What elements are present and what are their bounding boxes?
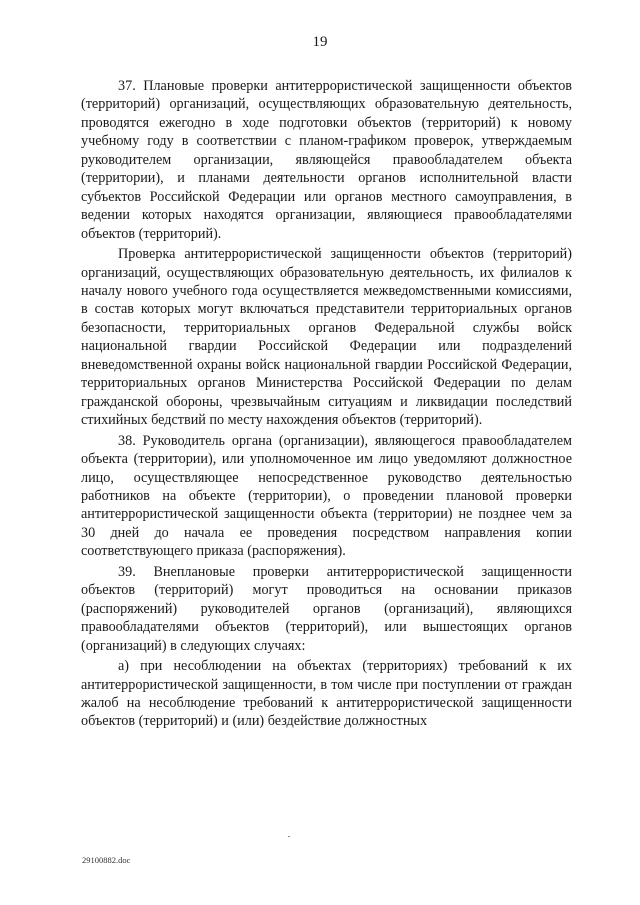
document-body xyxy=(81,77,572,731)
paragraph-38: 38. Руководитель органа (организации), являющегося правообладателем объекта (территории), или уполномоченное им лицо уведомляют должностное лицо, осуществляющее непосредственное руководство деятельностью работников на объекте (территории), о проведении плановой проверки антитеррористической защищенности объекта (территории) не позднее чем за 30 дней до начала ее проведения посредством направления копии соответствующего приказа (распоряжения). xyxy=(81,432,572,560)
scan-artifact-dot xyxy=(288,836,290,837)
paragraph-39: 39. Внеплановые проверки антитеррористической защищенности объектов (территорий) могут проводиться на основании приказов (распоряжений) руководителей органов (организаций), являющихся правообладателями объектов (территорий), или вышестоящих органов (организаций) в следующих случаях: xyxy=(81,563,572,654)
paragraph-37-inspection: Проверка антитеррористической защищенности объектов (территорий) организаций, осуществляющих образовательную деятельность, их филиалов к началу нового учебного года осуществляется межведомственными комиссиями, в состав которых могут включаться представители территориальных органов безопасности, территориальных органов Федеральной службы войск национальной гвардии Российской Федерации или подразделений вневедомственной охраны войск национальной гвардии Российской Федерации, территориальных органов Министерства Российской Федерации по делам гражданской обороны, чрезвычайным ситуациям и ликвидации последствий стихийных бедствий по месту нахождения объектов (территорий). xyxy=(81,246,572,429)
paragraph-37: 37. Плановые проверки антитеррористической защищенности объектов (территорий) организаций, осуществляющих образовательную деятельность, проводятся ежегодно в ходе подготовки объектов (территорий) к новому учебному году в соответствии с планом-графиком проверок, утверждаемым руководителем организации, являющейся правообладателем объекта (территории), и планами деятельности органов исполнительной власти субъектов Российской Федерации или органов местного самоуправления, в ведении которых находятся организации, являющиеся правообладателями объектов (территорий). xyxy=(81,78,572,242)
document-file-code: 29100882.doc xyxy=(82,855,131,865)
paragraph-39-a: а) при несоблюдении на объектах (территориях) требований к их антитеррористической защищенности, в том числе при поступлении от граждан жалоб на несоблюдение требований к антитеррористической защищенности объектов (территорий) и (или) бездействие должностных xyxy=(81,658,572,730)
page-number: 19 xyxy=(312,34,328,50)
